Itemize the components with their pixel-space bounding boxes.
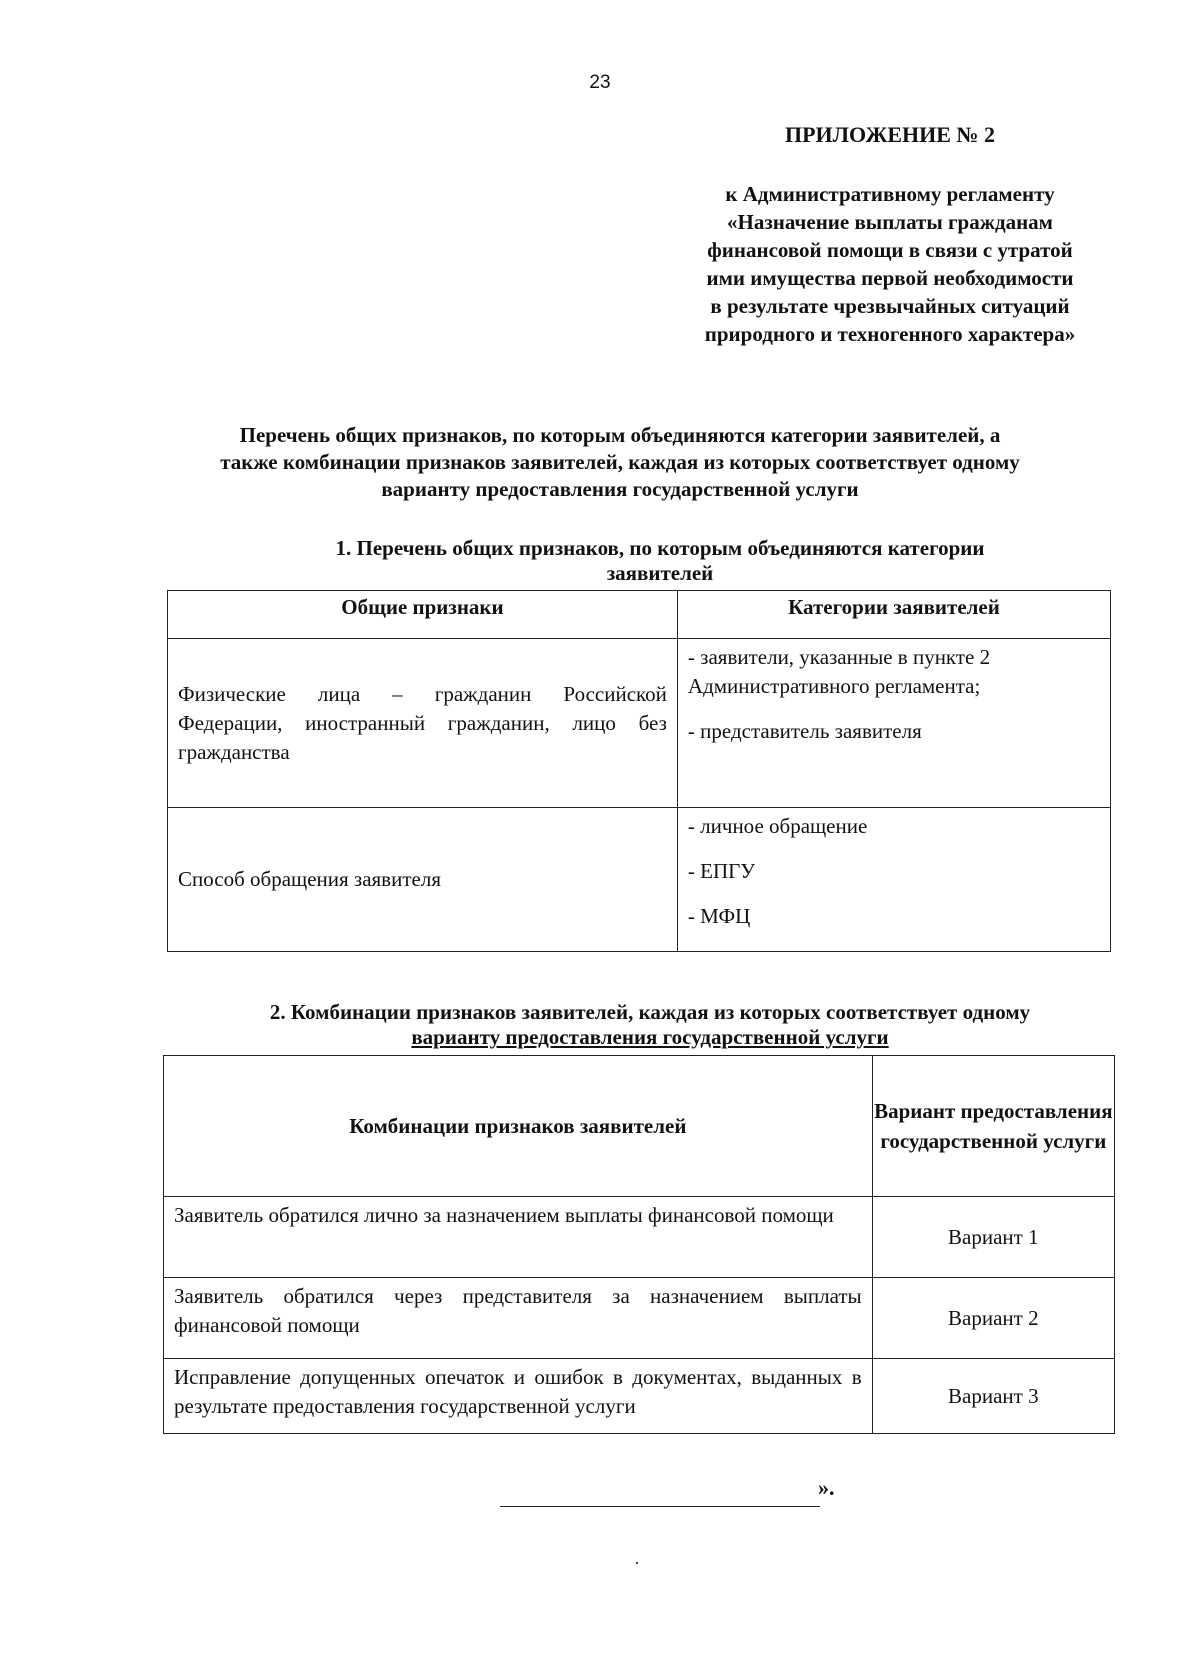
feature-cell: Физические лица – гражданин Российской Федерации, иностранный гражданин, лицо без гражданства <box>168 639 678 808</box>
variant-cell: Вариант 2 <box>872 1278 1114 1359</box>
scan-speck <box>636 1562 638 1564</box>
category-item: - личное обращение <box>687 814 868 838</box>
table-row <box>164 1278 1115 1359</box>
combination-cell: Исправление допущенных опечаток и ошибок в документах, выданных в результате предоставления государственной услуги <box>164 1359 873 1434</box>
title-line: также комбинации признаков заявителей, каждая из которых соответствует одному <box>220 450 1020 474</box>
appendix-line: «Назначение выплаты гражданам <box>727 210 1053 234</box>
title-line: варианту предоставления государственной услуги <box>381 477 859 501</box>
title-line: Перечень общих признаков, по которым объединяются категории заявителей, а <box>239 423 1001 447</box>
section1-heading-line: 1. Перечень общих признаков, по которым объединяются категории <box>335 536 985 560</box>
column-header-categories: Категории заявителей <box>677 591 1110 639</box>
features-table <box>167 590 1111 952</box>
feature-cell: Способ обращения заявителя <box>168 808 678 952</box>
section1-heading <box>260 536 1060 586</box>
table-header-row <box>164 1056 1115 1197</box>
appendix-title: ПРИЛОЖЕНИЕ № 2 <box>784 122 996 147</box>
closing-line <box>500 1478 820 1507</box>
variant-cell: Вариант 3 <box>872 1359 1114 1434</box>
section2-heading-line: 2. Комбинации признаков заявителей, каждая из которых соответствует одному <box>269 1000 1031 1024</box>
variant-cell: Вариант 1 <box>872 1197 1114 1278</box>
table-row <box>168 808 1111 952</box>
appendix-line: к Административному регламенту <box>725 182 1055 206</box>
category-item: - представитель заявителя <box>687 719 922 743</box>
category-item: - заявители, указанные в пункте 2 Административного регламента; <box>687 645 991 698</box>
column-header-combinations: Комбинации признаков заявителей <box>164 1056 873 1197</box>
section2-heading <box>200 1000 1100 1050</box>
table-header-row <box>168 591 1111 639</box>
document-title <box>140 422 1100 503</box>
combination-cell: Заявитель обратился через представителя за назначением выплаты финансовой помощи <box>164 1278 873 1359</box>
category-item: - МФЦ <box>687 904 751 928</box>
appendix-line: ими имущества первой необходимости <box>706 266 1074 290</box>
table-row <box>164 1197 1115 1278</box>
page-number: 23 <box>589 72 611 93</box>
closing-quote: ». <box>818 1475 835 1500</box>
section1-heading-line: заявителей <box>606 561 714 585</box>
section2-heading-line: варианту предоставления государственной услуги <box>411 1025 889 1049</box>
table-row <box>164 1359 1115 1434</box>
categories-cell <box>677 639 1110 808</box>
appendix-line: природного и техногенного характера» <box>704 322 1076 346</box>
column-header-features: Общие признаки <box>168 591 678 639</box>
combination-cell: Заявитель обратился лично за назначением выплаты финансовой помощи <box>164 1197 873 1278</box>
category-item: - ЕПГУ <box>687 859 756 883</box>
appendix-line: финансовой помощи в связи с утратой <box>707 238 1073 262</box>
table-row <box>168 639 1111 808</box>
categories-cell <box>677 808 1110 952</box>
combinations-table <box>163 1055 1115 1434</box>
appendix-reference <box>660 180 1120 348</box>
column-header-variant: Вариант предоставления государственной услуги <box>872 1056 1114 1197</box>
appendix-line: в результате чрезвычайных ситуаций <box>710 294 1070 318</box>
